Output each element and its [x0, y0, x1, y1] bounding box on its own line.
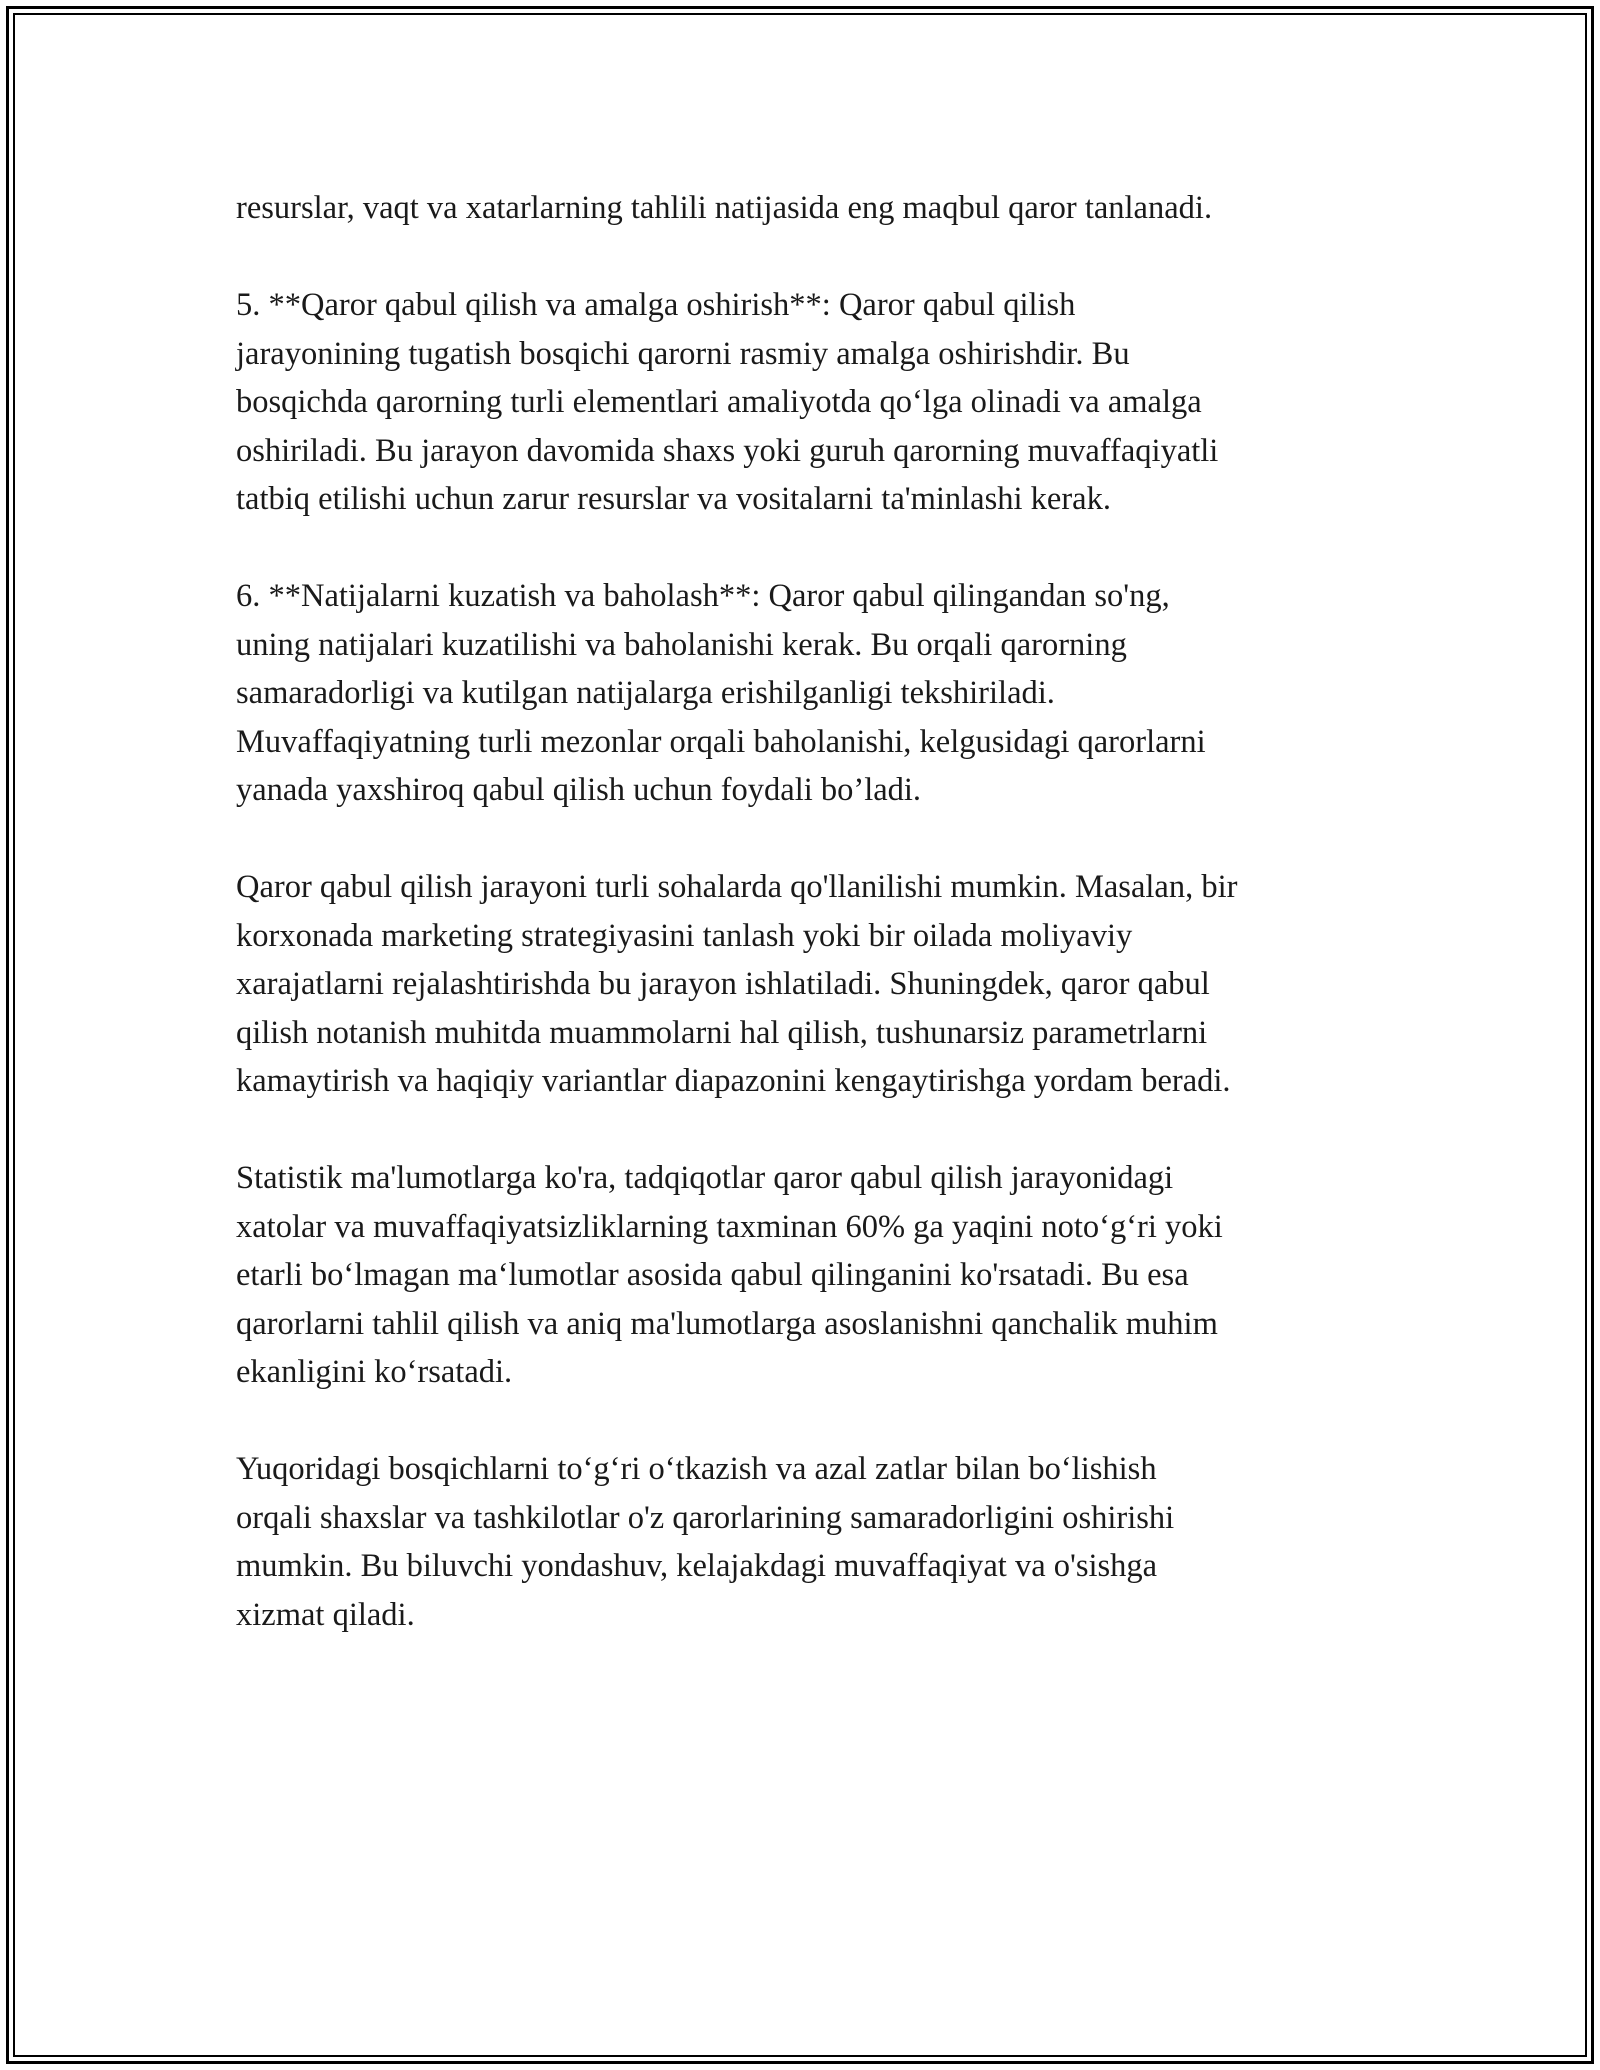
paragraph-2: 5. **Qaror qabul qilish va amalga oshirish**: Qaror qabul qilish jarayonining tugatish bosqichi qarorni rasmiy amalga oshirishdir. Bu bosqichda qarorning turli elementlari amaliyotda qoʻlga olinadi va amalga oshiriladi. Bu jarayon davomida shaxs yoki guruh qarorning muvaffaqiyatli tatbiq etilishi uchun zarur resurslar va vositalarni ta'minlashi kerak.: [236, 287, 1219, 517]
document-body: [236, 184, 1396, 1639]
paragraph-1: resurslar, vaqt va xatarlarning tahlili natijasida eng maqbul qaror tanlanadi.: [236, 190, 1213, 226]
paragraph-3: 6. **Natijalarni kuzatish va baholash**: Qaror qabul qilingandan so'ng, uning natijalari kuzatilishi va baholanishi kerak. Bu orqali qarorning samaradorligi va kutilgan natijalarga erishilganligi tekshiriladi. Muvaffaqiyatning turli mezonlar orqali baholanishi, kelgusidagi qarorlarni yanada yaxshiroq qabul qilish uchun foydali bo’ladi.: [236, 578, 1206, 808]
paragraph-5: Statistik ma'lumotlarga ko'ra, tadqiqotlar qaror qabul qilish jarayonidagi xatolar va muvaffaqiyatsizliklarning taxminan 60% ga yaqini notoʻgʻri yoki etarli boʻlmagan maʻlumotlar asosida qabul qilinganini ko'rsatadi. Bu esa qarorlarni tahlil qilish va aniq ma'lumotlarga asoslanishni qanchalik muhim ekanligini koʻrsatadi.: [236, 1160, 1223, 1390]
paragraph-6: Yuqoridagi bosqichlarni toʻgʻri oʻtkazish va azal zatlar bilan boʻlishish orqali shaxslar va tashkilotlar o'z qarorlarining samaradorligini oshirishi mumkin. Bu biluvchi yondashuv, kelajakdagi muvaffaqiyat va o'sishga xizmat qiladi.: [236, 1451, 1175, 1633]
paragraph-4: Qaror qabul qilish jarayoni turli sohalarda qo'llanilishi mumkin. Masalan, bir korxonada marketing strategiyasini tanlash yoki bir oilada moliyaviy xarajatlarni rejalashtirishda bu jarayon ishlatiladi. Shuningdek, qaror qabul qilish notanish muhitda muammolarni hal qilish, tushunarsiz parametrlarni kamaytirish va haqiqiy variantlar diapazonini kengaytirishga yordam beradi.: [236, 869, 1238, 1099]
